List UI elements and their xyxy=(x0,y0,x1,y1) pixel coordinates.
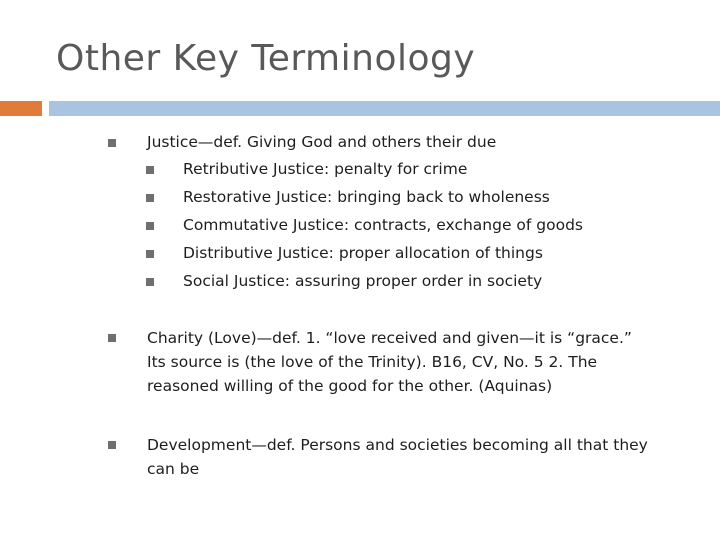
bullet-development-line-1: Development—def. Persons and societies becoming all that they xyxy=(147,436,648,454)
bullet-square-icon xyxy=(146,166,154,174)
sub-bullet-restorative: Restorative Justice: bringing back to wholeness xyxy=(183,188,550,206)
bullet-square-icon xyxy=(146,278,154,286)
sub-bullet-social: Social Justice: assuring proper order in society xyxy=(183,272,543,290)
sub-bullet-retributive: Retributive Justice: penalty for crime xyxy=(183,160,468,178)
bullet-square-icon xyxy=(108,441,116,449)
bullet-square-icon xyxy=(146,222,154,230)
bullet-development-line-2: can be xyxy=(147,460,200,478)
bullet-square-icon xyxy=(108,139,116,147)
sub-bullet-distributive: Distributive Justice: proper allocation of things xyxy=(183,244,543,262)
bullet-charity-line-1: Charity (Love)—def. 1. “love received and given—it is “grace.” xyxy=(147,329,632,347)
bullet-justice: Justice—def. Giving God and others their due xyxy=(147,133,497,151)
bullet-charity-line-2: Its source is (the love of the Trinity). B16, CV, No. 5 2. The xyxy=(147,353,598,371)
bullet-square-icon xyxy=(146,194,154,202)
bullet-charity-line-3: reasoned willing of the good for the other. (Aquinas) xyxy=(147,377,553,395)
slide-title: Other Key Terminology xyxy=(56,38,476,79)
sub-bullet-commutative: Commutative Justice: contracts, exchange of goods xyxy=(183,216,584,234)
bullet-square-icon xyxy=(146,250,154,258)
bullet-square-icon xyxy=(108,334,116,342)
